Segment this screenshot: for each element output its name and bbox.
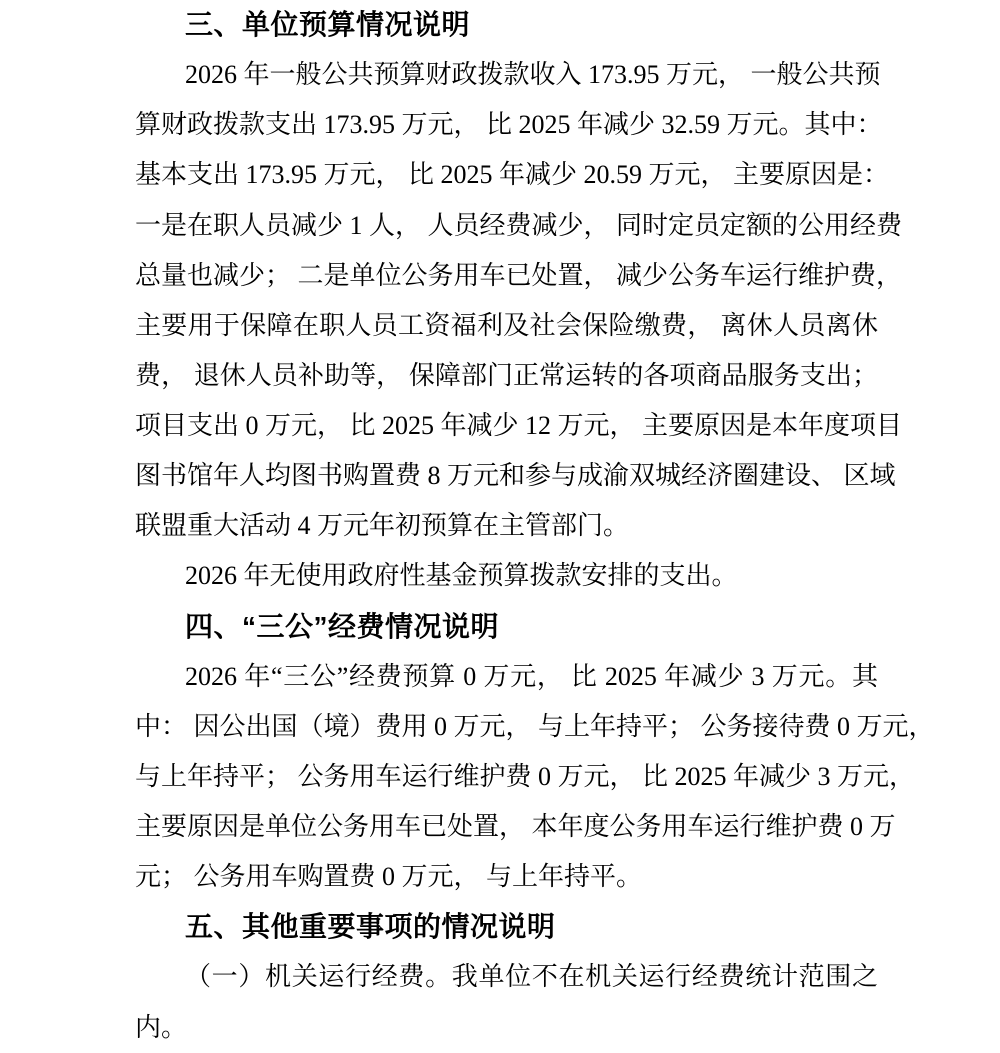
government-fund-paragraph-line-1: 2026 年无使用政府性基金预算拨款安排的支出。 xyxy=(185,561,738,591)
budget-situation-paragraph-line-8: 项目支出 0 万元， 比 2025 年减少 12 万元， 主要原因是本年度项目 xyxy=(135,411,903,440)
budget-situation-paragraph-line-2: 算财政拨款支出 173.95 万元， 比 2025 年减少 32.59 万元。其中： xyxy=(135,110,883,140)
agency-operating-expenses-paragraph-line-2: 内。 xyxy=(135,1012,188,1042)
three-public-expenses-paragraph-line-2: 中： 因公出国（境）费用 0 万元， 与上年持平； 公务接待费 0 万元， xyxy=(135,711,935,741)
budget-situation-paragraph-line-1: 2026 年一般公共预算财政拨款收入 173.95 万元， 一般公共预 xyxy=(185,60,881,90)
section-heading-4: 四、“三公”经费情况说明 xyxy=(185,610,500,642)
section-heading-3: 三、单位预算情况说明 xyxy=(185,9,471,40)
three-public-expenses-paragraph-line-1: 2026 年“三公”经费预算 0 万元， 比 2025 年减少 3 万元。其 xyxy=(185,661,878,691)
budget-situation-paragraph-line-4: 一是在职人员减少 1 人， 人员经费减少， 同时定员定额的公用经费 xyxy=(135,210,903,240)
budget-situation-paragraph-line-5: 总量也减少； 二是单位公务用车已处置， 减少公务车运行维护费， xyxy=(135,260,903,290)
three-public-expenses-paragraph-line-5: 元； 公务用车购置费 0 万元， 与上年持平。 xyxy=(135,862,643,892)
budget-situation-paragraph-line-6: 主要用于保障在职人员工资福利及社会保险缴费， 离休人员离休 xyxy=(135,310,878,340)
budget-situation-paragraph-line-10: 联盟重大活动 4 万元年初预算在主管部门。 xyxy=(135,511,630,541)
document-body xyxy=(135,0,935,1053)
budget-situation-paragraph-line-9: 图书馆年人均图书购置费 8 万元和参与成渝双城经济圈建设、 区域 xyxy=(135,461,896,491)
three-public-expenses-paragraph-line-3: 与上年持平； 公务用车运行维护费 0 万元， 比 2025 年减少 3 万元， xyxy=(135,761,916,791)
three-public-expenses-paragraph-line-4: 主要原因是单位公务用车已处置， 本年度公务用车运行维护费 0 万 xyxy=(135,812,896,841)
section-heading-5: 五、其他重要事项的情况说明 xyxy=(185,911,556,943)
budget-situation-paragraph-line-7: 费， 退休人员补助等， 保障部门正常运转的各项商品服务支出； xyxy=(135,360,878,390)
agency-operating-expenses-paragraph-line-1: （一）机关运行经费。我单位不在机关运行经费统计范围之 xyxy=(185,962,878,992)
budget-situation-paragraph-line-3: 基本支出 173.95 万元， 比 2025 年减少 20.59 万元， 主要原因是： xyxy=(135,160,890,190)
